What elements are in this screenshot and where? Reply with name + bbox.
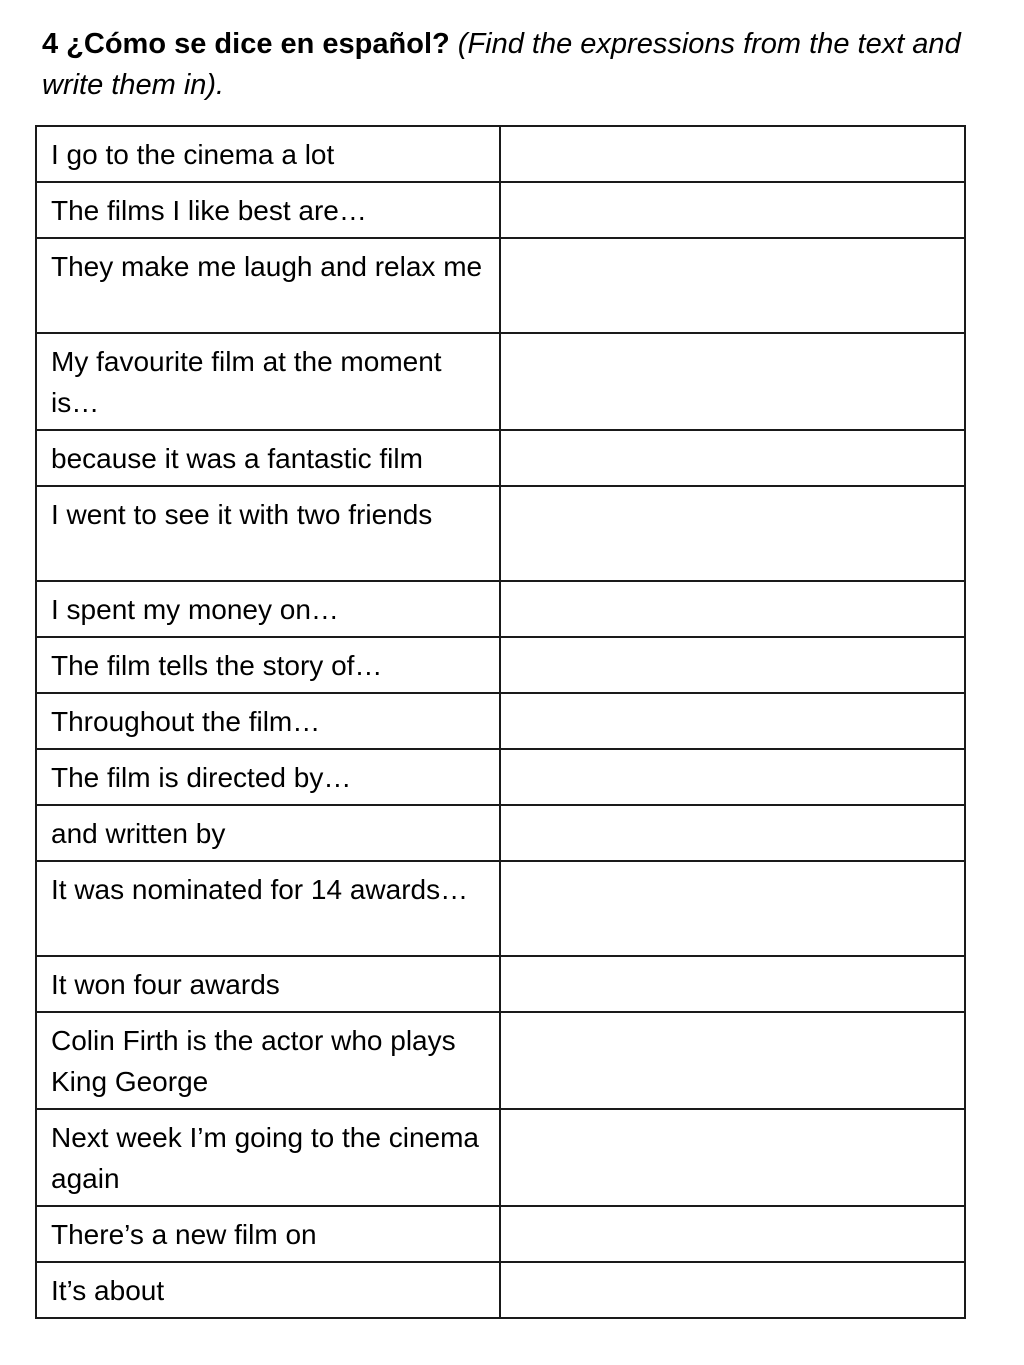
table-row [36,182,965,238]
table-row [36,637,965,693]
table-row [36,1262,965,1318]
english-expression-cell: It was nominated for 14 awards… [36,861,500,956]
exercise-heading [42,24,972,106]
table-row [36,581,965,637]
english-expression-cell: Throughout the film… [36,693,500,749]
table-row [36,693,965,749]
english-expression-cell: The film tells the story of… [36,637,500,693]
english-expression-cell: My favourite film at the moment is… [36,333,500,430]
spanish-answer-cell[interactable] [500,1262,965,1318]
english-expression-cell: Next week I’m going to the cinema again [36,1109,500,1206]
spanish-answer-cell[interactable] [500,430,965,486]
spanish-answer-cell[interactable] [500,486,965,581]
table-row [36,126,965,182]
spanish-answer-cell[interactable] [500,749,965,805]
spanish-answer-cell[interactable] [500,693,965,749]
table-row [36,1109,965,1206]
english-expression-cell: Colin Firth is the actor who plays King George [36,1012,500,1109]
table-row [36,861,965,956]
table-row [36,333,965,430]
table-row [36,238,965,333]
spanish-answer-cell[interactable] [500,861,965,956]
spanish-answer-cell[interactable] [500,333,965,430]
table-row [36,486,965,581]
english-expression-cell: I go to the cinema a lot [36,126,500,182]
spanish-answer-cell[interactable] [500,126,965,182]
table-row [36,805,965,861]
exercise-title: 4 ¿Cómo se dice en español? [42,28,450,60]
spanish-answer-cell[interactable] [500,1206,965,1262]
translation-table [35,125,966,1319]
english-expression-cell: I spent my money on… [36,581,500,637]
table-row [36,749,965,805]
translation-table-body [36,126,965,1318]
english-expression-cell: They make me laugh and relax me [36,238,500,333]
spanish-answer-cell[interactable] [500,182,965,238]
english-expression-cell: and written by [36,805,500,861]
exercise-instruction: (Find the expressions from the text and write them in). [42,28,961,101]
spanish-answer-cell[interactable] [500,581,965,637]
spanish-answer-cell[interactable] [500,1109,965,1206]
english-expression-cell: There’s a new film on [36,1206,500,1262]
english-expression-cell: because it was a fantastic film [36,430,500,486]
table-row [36,956,965,1012]
spanish-answer-cell[interactable] [500,637,965,693]
spanish-answer-cell[interactable] [500,238,965,333]
english-expression-cell: I went to see it with two friends [36,486,500,581]
table-row [36,1012,965,1109]
english-expression-cell: It’s about [36,1262,500,1318]
spanish-answer-cell[interactable] [500,805,965,861]
spanish-answer-cell[interactable] [500,1012,965,1109]
english-expression-cell: It won four awards [36,956,500,1012]
english-expression-cell: The films I like best are… [36,182,500,238]
english-expression-cell: The film is directed by… [36,749,500,805]
table-row [36,430,965,486]
spanish-answer-cell[interactable] [500,956,965,1012]
table-row [36,1206,965,1262]
